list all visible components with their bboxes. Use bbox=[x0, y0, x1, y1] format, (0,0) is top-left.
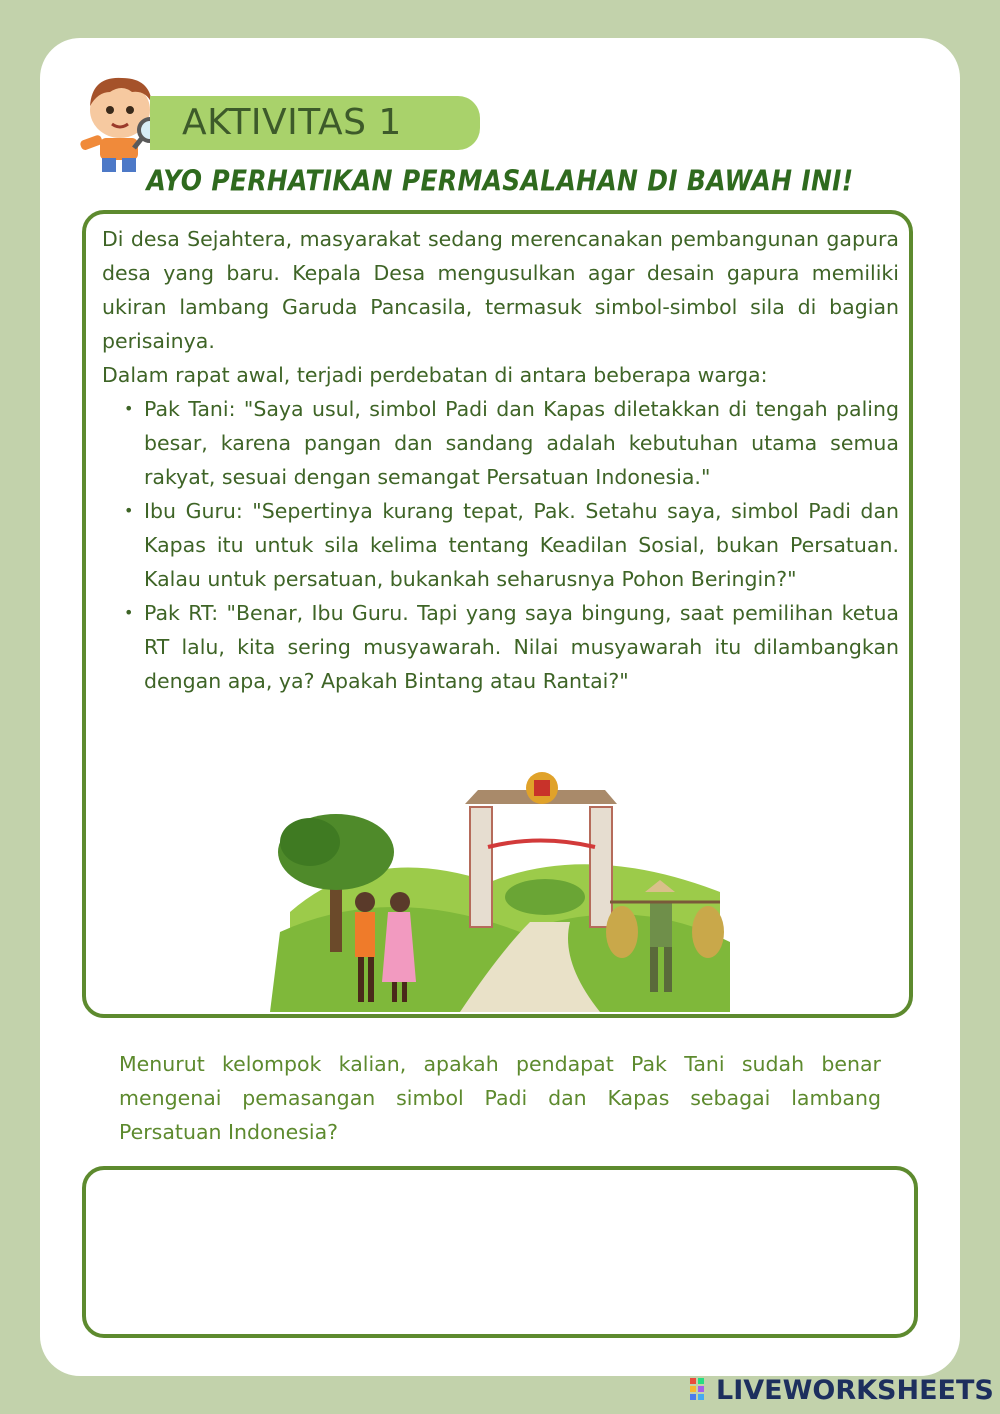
list-item: • Ibu Guru: "Sepertinya kurang tepat, Pak. Setahu saya, simbol Padi dan Kapas itu untuk sila kelima tentang Keadilan Sosial, bukan Persatuan. Kalau untuk persatuan, bukankah seharusnya Pohon Beringin?" bbox=[144, 494, 899, 596]
opinion-list bbox=[102, 392, 899, 698]
question-text: Menurut kelompok kalian, apakah pendapat Pak Tani sudah benar mengenai pemasangan simbol Padi dan Kapas sebagai lambang Persatuan Indonesia? bbox=[119, 1052, 881, 1144]
list-item: • Pak RT: "Benar, Ibu Guru. Tapi yang saya bingung, saat pemilihan ketua RT lalu, kita sering musyawarah. Nilai musyawarah itu dilambangkan dengan apa, ya? Apakah Bintang atau Rantai?" bbox=[144, 596, 899, 698]
activity-title: AKTIVITAS 1 bbox=[182, 102, 402, 143]
story-text bbox=[102, 222, 899, 698]
story-intro: Di desa Sejahtera, masyarakat sedang merencanakan pembangunan gapura desa yang baru. Kepala Desa mengusulkan agar desain gapura memiliki ukiran lambang Garuda Pancasila, termasuk simbol-simbol sila di bagian perisainya. bbox=[102, 227, 899, 353]
list-item: • Pak Tani: "Saya usul, simbol Padi dan Kapas diletakkan di tengah paling besar, karena pangan dan sandang adalah kebutuhan utama semua rakyat, sesuai dengan semangat Persatuan Indonesia." bbox=[144, 392, 899, 494]
instruction-heading: AYO PERHATIKAN PERMASALAHAN DI BAWAH INI! bbox=[146, 163, 854, 198]
brand-name: LIVEWORKSHEETS bbox=[716, 1374, 994, 1406]
answer-textbox[interactable] bbox=[82, 1166, 918, 1338]
debate-intro: Dalam rapat awal, terjadi perdebatan di antara beberapa warga: bbox=[102, 363, 768, 387]
village-gate-illustration bbox=[270, 762, 740, 1012]
liveworksheets-logo[interactable] bbox=[690, 1372, 994, 1408]
liveworksheets-icon bbox=[690, 1378, 712, 1402]
